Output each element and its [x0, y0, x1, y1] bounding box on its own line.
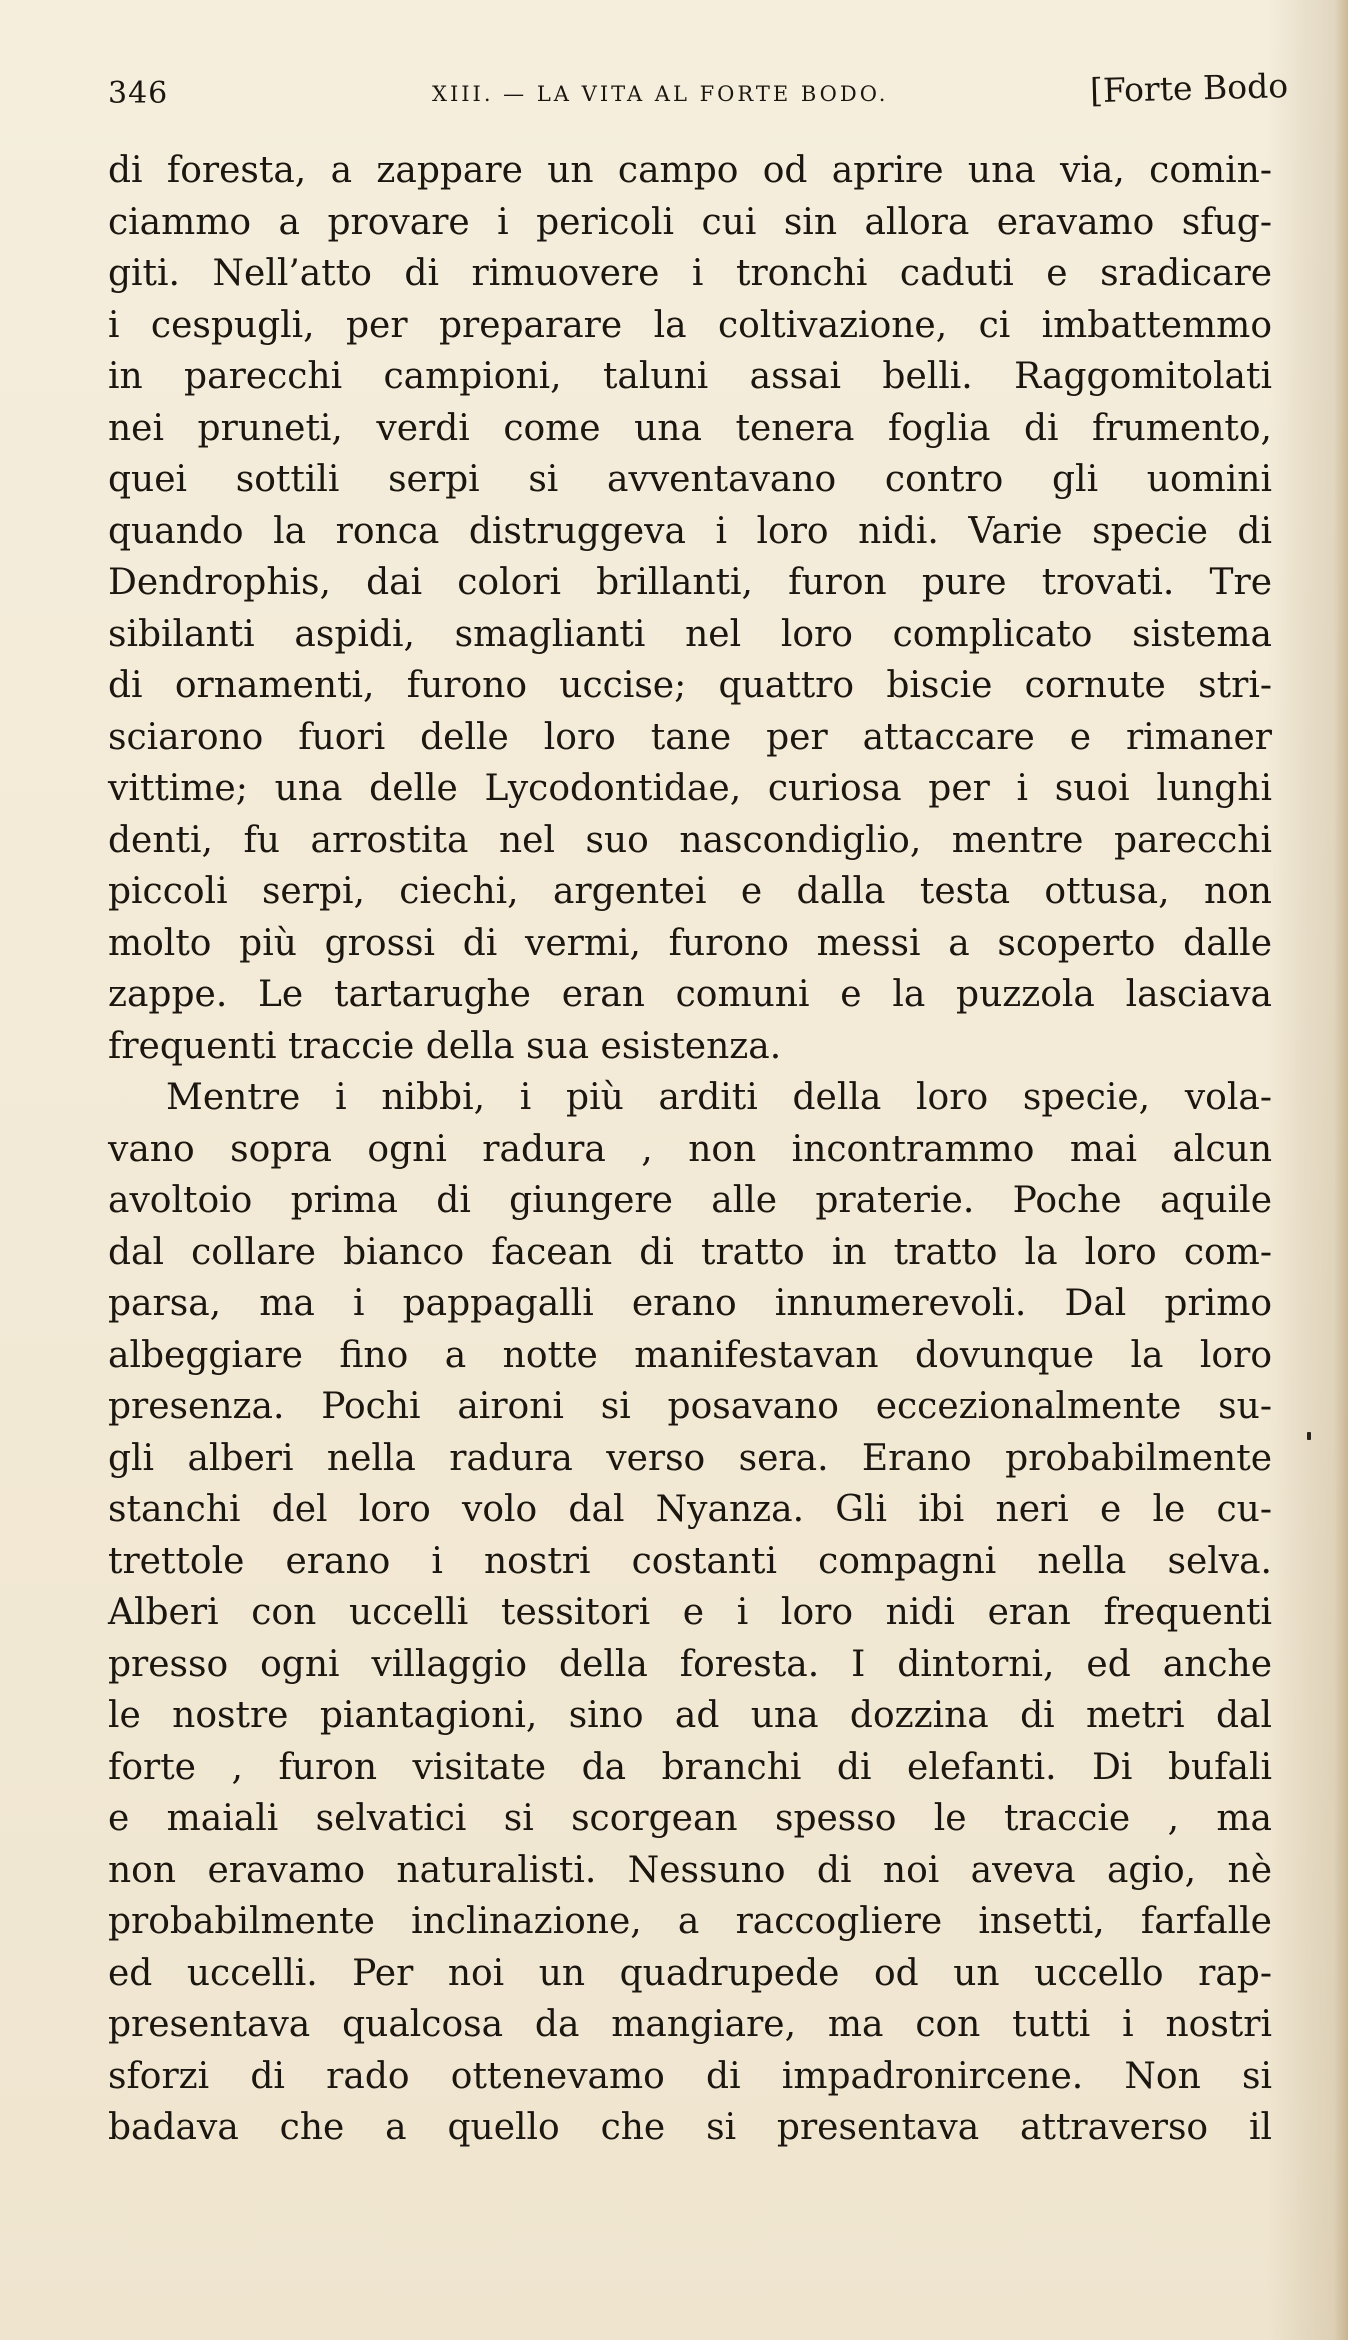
- text-line: sibilanti aspidi, smaglianti nel loro complicato sistema: [108, 613, 1272, 655]
- paragraph-2: [108, 1072, 1272, 2154]
- text-line: vano sopra ogni radura , non incontrammo mai alcun: [108, 1128, 1272, 1170]
- text-line: stanchi del loro volo dal Nyanza. Gli ibi neri e le cu-: [108, 1489, 1272, 1530]
- text-line: badava che a quello che si presentava attraverso il: [108, 2107, 1272, 2148]
- text-line: non eravamo naturalisti. Nessuno di noi aveva agio, nè: [108, 1849, 1272, 1891]
- page-edge-shadow: [1334, 0, 1348, 2340]
- text-line: frequenti traccie della sua esistenza.: [108, 1025, 782, 1067]
- text-line: giti. Nell’atto di rimuovere i tronchi caduti e sradicare: [108, 253, 1272, 294]
- page-number: 346: [108, 76, 169, 111]
- text-line: presenza. Pochi aironi si posavano eccezionalmente su-: [108, 1386, 1272, 1427]
- text-line: probabilmente inclinazione, a raccogliere insetti, farfalle: [108, 1901, 1272, 1942]
- text-line: sforzi di rado ottenevamo di impadronircene. Non si: [108, 2055, 1272, 2097]
- text-line: quando la ronca distruggeva i loro nidi. Varie specie di: [108, 510, 1272, 552]
- text-line: ed uccelli. Per noi un quadrupede od un uccello rap-: [108, 1952, 1272, 1994]
- text-line: avoltoio prima di giungere alle praterie. Poche aquile: [108, 1180, 1272, 1221]
- text-line: vittime; una delle Lycodontidae, curiosa per i suoi lunghi: [108, 768, 1272, 809]
- text-line: molto più grossi di vermi, furono messi a scoperto dalle: [108, 922, 1272, 964]
- text-line: piccoli serpi, ciechi, argentei e dalla testa ottusa, non: [108, 871, 1272, 912]
- text-line: Mentre i nibbi, i più arditi della loro specie, vola-: [166, 1077, 1272, 1118]
- text-line: Alberi con uccelli tessitori e i loro nidi eran frequenti: [108, 1592, 1272, 1633]
- running-title: XIII. — LA VITA AL FORTE BODO.: [432, 82, 889, 106]
- ink-speck: [1307, 1432, 1311, 1440]
- text-line: sciarono fuori delle loro tane per attaccare e rimaner: [108, 716, 1272, 758]
- running-section: [Forte Bodo: [1089, 66, 1289, 111]
- text-line: in parecchi campioni, taluni assai belli. Raggomitolati: [108, 356, 1272, 397]
- paragraph-1: [108, 145, 1272, 1072]
- text-line: di foresta, a zappare un campo od aprire una via, comin-: [108, 150, 1272, 191]
- body-text: [108, 145, 1272, 2154]
- text-line: dal collare bianco facean di tratto in tratto la loro com-: [108, 1231, 1272, 1273]
- text-line: forte , furon visitate da branchi di elefanti. Di bufali: [108, 1746, 1272, 1788]
- text-line: denti, fu arrostita nel suo nascondiglio, mentre parecchi: [108, 819, 1272, 861]
- text-line: nei pruneti, verdi come una tenera foglia di frumento,: [108, 407, 1272, 449]
- text-line: parsa, ma i pappagalli erano innumerevoli. Dal primo: [108, 1283, 1272, 1324]
- text-line: i cespugli, per preparare la coltivazione, ci imbattemmo: [108, 304, 1272, 346]
- text-line: zappe. Le tartarughe eran comuni e la puzzola lasciava: [108, 974, 1272, 1015]
- running-header: [108, 62, 1288, 118]
- text-line: quei sottili serpi si avventavano contro gli uomini: [108, 459, 1272, 500]
- text-line: ciammo a provare i pericoli cui sin allora eravamo sfug-: [108, 201, 1272, 243]
- text-line: le nostre piantagioni, sino ad una dozzina di metri dal: [108, 1695, 1272, 1736]
- text-line: e maiali selvatici si scorgean spesso le traccie , ma: [108, 1798, 1272, 1839]
- text-line: gli alberi nella radura verso sera. Erano probabilmente: [108, 1437, 1272, 1479]
- text-line: di ornamenti, furono uccise; quattro biscie cornute stri-: [108, 665, 1272, 706]
- text-line: Dendrophis, dai colori brillanti, furon pure trovati. Tre: [108, 562, 1272, 603]
- text-line: presentava qualcosa da mangiare, ma con tutti i nostri: [108, 2004, 1272, 2045]
- text-line: presso ogni villaggio della foresta. I dintorni, ed anche: [108, 1643, 1272, 1685]
- text-line: albeggiare fino a notte manifestavan dovunque la loro: [108, 1334, 1272, 1376]
- text-line: trettole erano i nostri costanti compagni nella selva.: [108, 1540, 1272, 1582]
